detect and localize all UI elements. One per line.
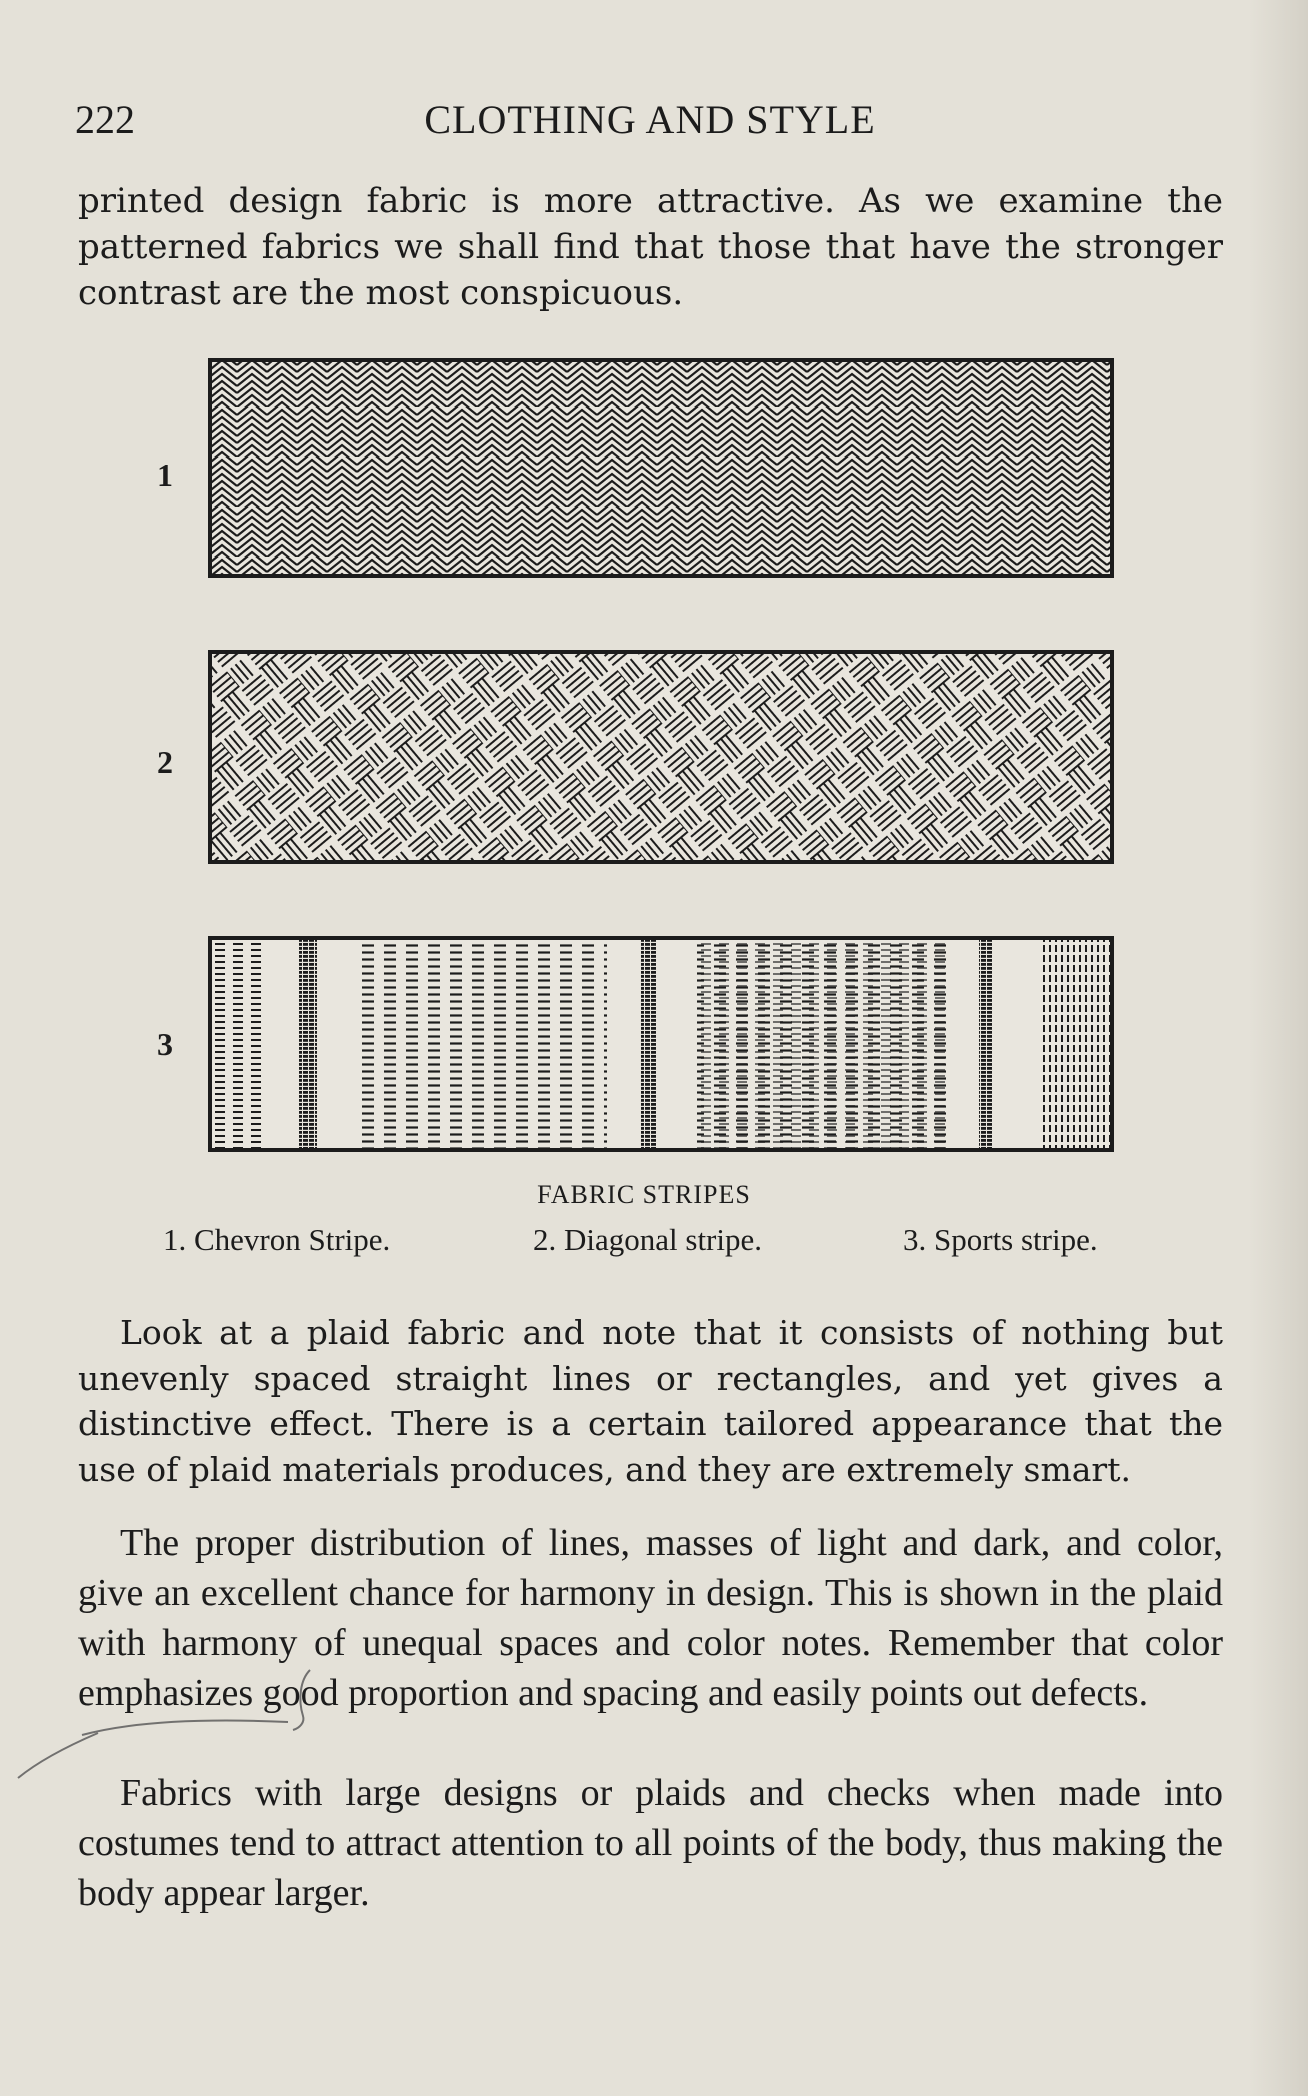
figure-number-2: 2 [157, 744, 173, 780]
paragraph-contrast: printed design fabric is more attractive. As we examine the patterned fabrics we shall find that those that have the stronger contrast are the most conspicuous. [78, 181, 1223, 313]
page-number: 222 [75, 97, 135, 142]
caption-sports: 3. Sports stripe. [903, 1222, 1098, 1257]
caption-diagonal: 2. Diagonal stripe. [533, 1222, 763, 1257]
paragraph-plaid: Look at a plaid fabric and note that it consists of nothing but unevenly spaced straight lines or rectangles, and yet gives a distinctive effect. There is a certain tailored appearance that the use of plaid materials produces, and they are extremely smart. [78, 1313, 1223, 1489]
caption-chevron: 1. Chevron Stripe. [163, 1222, 391, 1257]
running-title: CLOTHING AND STYLE [424, 97, 876, 142]
paragraph-large-designs: Fabrics with large designs or plaids and checks when made into costumes tend to attract attention to all points of the body, thus making the body appear larger. [78, 1772, 1223, 1914]
figure-title: FABRIC STRIPES [537, 1180, 751, 1209]
figure-number-3: 3 [157, 1026, 173, 1062]
figure-number-1: 1 [157, 457, 173, 493]
paragraph-harmony: The proper distribution of lines, masses of light and dark, and color, give an excellent chance for harmony in design. This is shown in the plaid with harmony of unequal spaces and color notes. Remember that color emphasizes good proportion and spacing and easily points out defects. [78, 1522, 1223, 1714]
